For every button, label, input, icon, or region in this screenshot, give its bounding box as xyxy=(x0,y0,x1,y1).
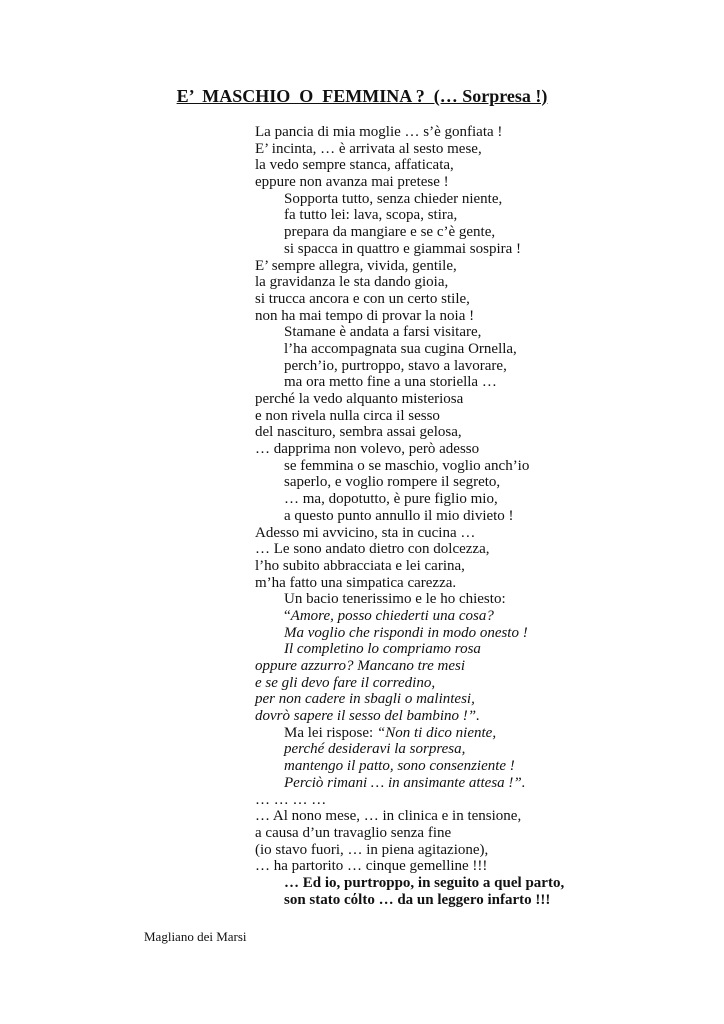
poem-line xyxy=(255,725,564,742)
poem-line: … ha partorito … cinque gemelline !!! xyxy=(255,858,488,875)
poem-line: Adesso mi avvicino, sta in cucina … xyxy=(255,524,476,541)
poem-line: per non cadere in sbagli o malintesi, xyxy=(255,691,475,708)
poem-line: m’ha fatto una simpatica carezza. xyxy=(255,574,457,591)
poem-line: l’ho subito abbracciata e lei carina, xyxy=(255,557,465,574)
poem-line: prepara da mangiare e se c’è gente, xyxy=(284,224,496,241)
poem-line-segment: “Non ti dico niente, xyxy=(376,724,497,741)
poem-line: l’ha accompagnata sua cugina Ornella, xyxy=(284,340,517,357)
poem-line: Un bacio tenerissimo e le ho chiesto: xyxy=(284,591,506,608)
poem-line: del nascituro, sembra assai gelosa, xyxy=(255,424,462,441)
poem-body xyxy=(255,124,564,908)
poem-line: a causa d’un travaglio senza fine xyxy=(255,824,452,841)
footer-place: Magliano dei Marsi xyxy=(144,929,247,944)
poem-line: oppure azzurro? Mancano tre mesi xyxy=(255,658,465,674)
poem-line: eppure non avanza mai pretese ! xyxy=(255,174,449,191)
poem-line: a questo punto annullo il mio divieto ! xyxy=(284,507,514,524)
poem-line: son stato cόlto … da un leggero infarto !!! xyxy=(284,891,551,908)
poem-line: Sopporta tutto, senza chieder niente, xyxy=(284,190,503,207)
poem-line: perch’io, purtroppo, stavo a lavorare, xyxy=(284,357,507,374)
poem-line-segment: Amore, posso chiederti una cosa? xyxy=(290,607,494,624)
poem-line xyxy=(255,608,564,625)
poem-line: perché la vedo alquanto misteriosa xyxy=(255,391,464,407)
poem-line: … Le sono andato dietro con dolcezza, xyxy=(255,541,490,558)
poem-line: e se gli devo fare il corredino, xyxy=(255,674,436,691)
poem-line: Perciò rimani … in ansimante attesa !”. xyxy=(284,774,526,791)
poem-line: la gravidanza le sta dando gioia, xyxy=(255,274,449,291)
poem-line: Stamane è andata a farsi visitare, xyxy=(284,324,482,341)
poem-line: ma ora metto fine a una storiella … xyxy=(284,374,497,391)
poem-line-segment: Ma lei rispose: xyxy=(284,724,377,741)
poem-line: … Ed io, purtroppo, in seguito a quel parto, xyxy=(284,874,565,891)
poem-line: e non rivela nulla circa il sesso xyxy=(255,407,440,424)
poem-line: non ha mai tempo di provar la noia ! xyxy=(255,307,475,324)
poem-line: (io stavo fuori, … in piena agitazione), xyxy=(255,841,489,858)
poem-line: … … … … xyxy=(255,791,327,808)
poem-line: La pancia di mia moglie … s’è gonfiata ! xyxy=(255,124,503,140)
poem-title: E’ MASCHIO O FEMMINA ? (… Sorpresa !) xyxy=(176,86,548,106)
poem-line: si trucca ancora e con un certo stile, xyxy=(255,290,470,307)
poem-line: se femmina o se maschio, voglio anch’io xyxy=(284,457,530,474)
poem-line: fa tutto lei: lava, scopa, stira, xyxy=(284,207,458,224)
poem-line: … ma, dopotutto, è pure figlio mio, xyxy=(284,491,498,508)
poem-line: E’ incinta, … è arrivata al sesto mese, xyxy=(255,140,482,157)
poem-line: Ma voglio che rispondi in modo onesto ! xyxy=(284,624,528,641)
poem-line: E’ sempre allegra, vivida, gentile, xyxy=(255,257,457,274)
poem-line: dovrò sapere il sesso del bambino !”. xyxy=(255,708,480,725)
poem-line: perché desideravi la sorpresa, xyxy=(284,741,466,758)
poem-line: la vedo sempre stanca, affaticata, xyxy=(255,157,454,174)
poem-line-segment: “ xyxy=(284,607,291,624)
poem-line: mantengo il patto, sono consenziente ! xyxy=(284,758,515,775)
poem-line: Il completino lo compriamo rosa xyxy=(284,641,481,658)
poem-line: … Al nono mese, … in clinica e in tensione, xyxy=(255,808,522,825)
poem-line: si spacca in quattro e giammai sospira ! xyxy=(284,240,522,257)
poem-line: … dapprima non volevo, però adesso xyxy=(255,441,480,458)
poem-line: saperlo, e voglio rompere il segreto, xyxy=(284,474,501,491)
